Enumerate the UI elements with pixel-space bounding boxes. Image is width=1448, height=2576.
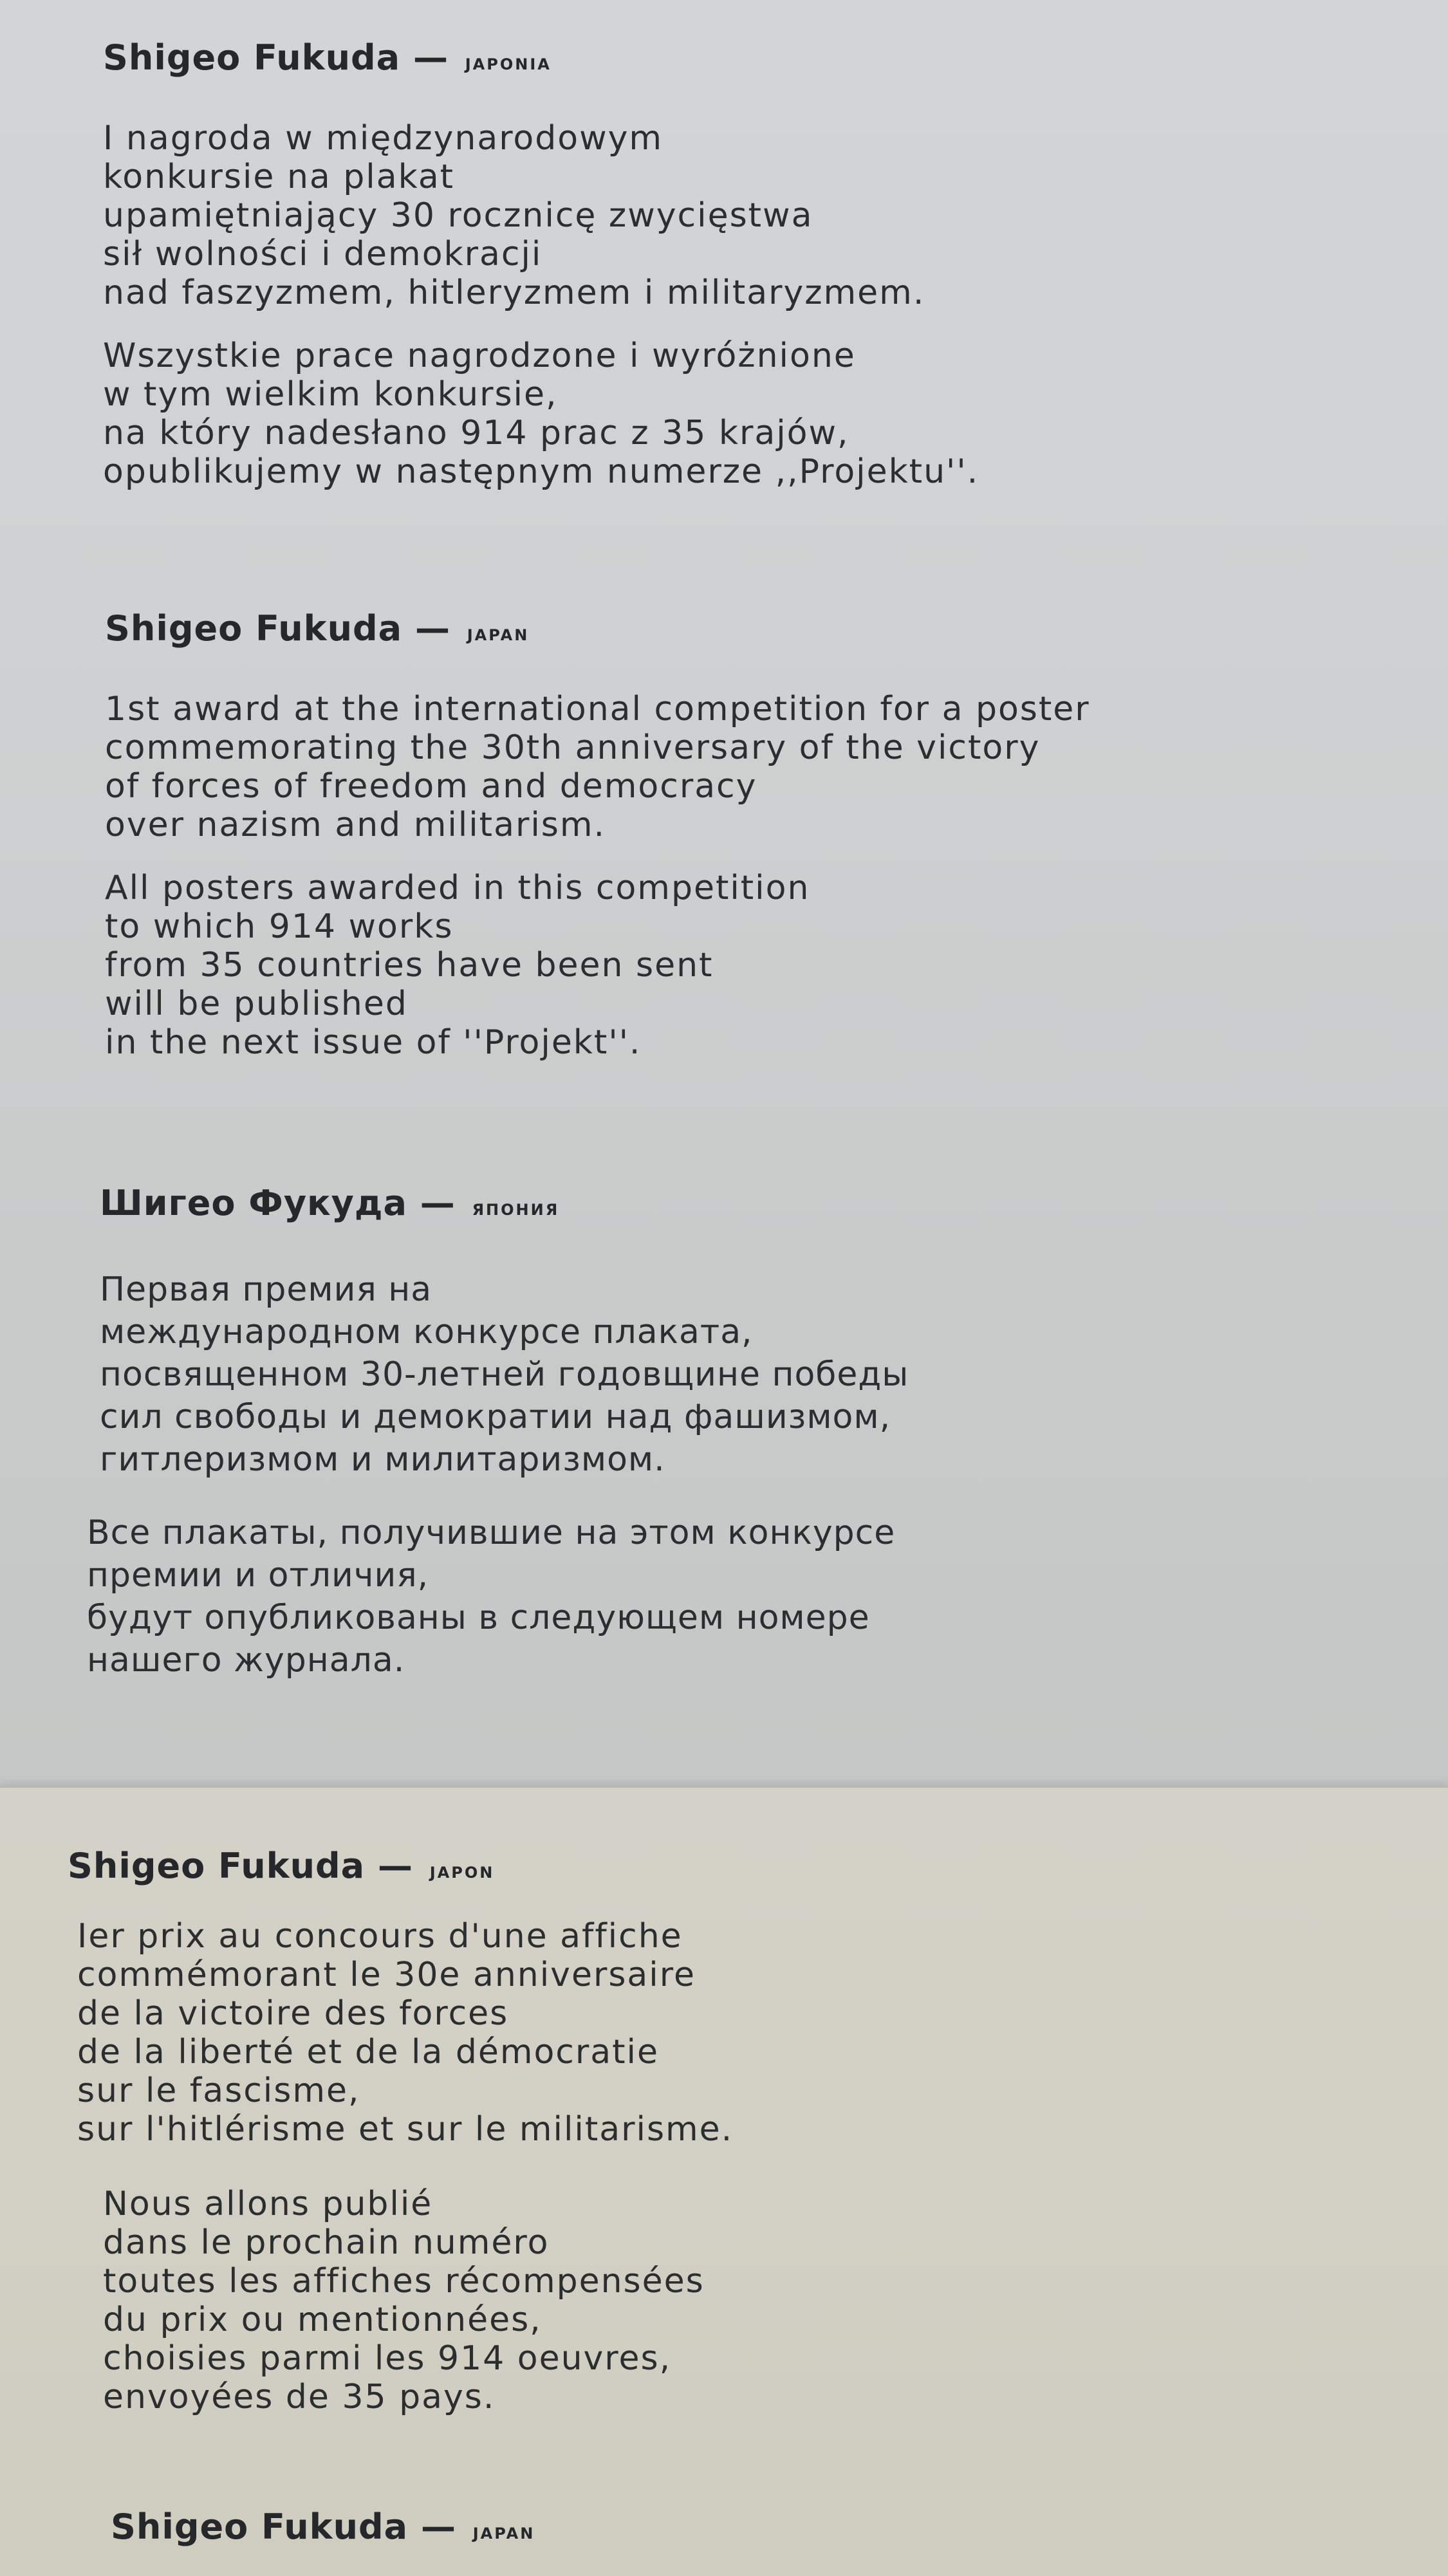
polish-country: JAPONIA (465, 55, 552, 73)
text-line: commemorating the 30th anniversary of the victory (105, 728, 1041, 767)
text-line: w tym wielkim konkursie, (103, 375, 558, 414)
text-line: opublikujemy w następnym numerze ,,Projektu''. (103, 452, 979, 491)
text-line: toutes les affiches récompensées (103, 2262, 705, 2301)
text-line: in the next issue of ''Projekt''. (105, 1023, 642, 1062)
text-line: сил свободы и демократии над фашизмом, (100, 1398, 891, 1436)
text-line: commémorant le 30e anniversaire (77, 1956, 696, 1994)
german-name: Shigeo Fukuda (111, 2507, 409, 2547)
text-line: upamiętniający 30 rocznicę zwycięstwa (103, 196, 813, 235)
polish-paragraph-1 (103, 119, 979, 312)
french-heading (68, 1846, 733, 1886)
polish-section (103, 37, 979, 491)
english-section (105, 608, 1090, 1062)
text-line: envoyées de 35 pays. (103, 2378, 496, 2416)
english-paragraph-2 (105, 869, 1090, 1062)
german-dash: — (420, 2507, 456, 2547)
text-line: Ier prix au concours d'une affiche (77, 1917, 683, 1956)
text-line: международном конкурсе плаката, (100, 1313, 753, 1351)
text-line: Все плакаты, получившие на этом конкурсе (87, 1514, 896, 1552)
text-line: Первая премия на (100, 1270, 432, 1309)
english-name: Shigeo Fukuda (105, 608, 403, 649)
text-line: гитлеризмом и милитаризмом. (100, 1440, 665, 1479)
text-line: de la liberté et de la démocratie (77, 2033, 659, 2071)
text-line: All posters awarded in this competition (105, 869, 810, 907)
text-line: nad faszyzmem, hitleryzmem i militaryzmem. (103, 273, 925, 312)
text-line: sur l'hitlérisme et sur le militarisme. (77, 2110, 734, 2149)
polish-name: Shigeo Fukuda (103, 37, 401, 78)
german-section (111, 2507, 535, 2547)
text-line: dans le prochain numéro (103, 2223, 550, 2262)
text-line: 1st award at the international competition for a poster (105, 690, 1090, 728)
text-line: I nagroda w międzynarodowym (103, 119, 664, 158)
polish-heading (103, 37, 979, 78)
french-paragraph-1 (77, 1917, 733, 2149)
text-line: will be published (105, 985, 408, 1023)
russian-name: Шигео Фукуда (100, 1183, 407, 1223)
text-line: sił wolności i demokracji (103, 235, 543, 273)
french-paragraph-2 (103, 2185, 733, 2416)
text-line: to which 914 works (105, 907, 454, 946)
text-line: Wszystkie prace nagrodzone i wyróżnione (103, 337, 856, 375)
text-line: konkursie na plakat (103, 158, 455, 196)
text-line: de la victoire des forces (77, 1994, 509, 2033)
text-line: na który nadesłano 914 prac z 35 krajów, (103, 414, 849, 452)
french-dash: — (377, 1846, 413, 1886)
russian-heading (100, 1183, 909, 1223)
text-line: посвященном 30-летней годовщине победы (100, 1355, 909, 1394)
english-paragraph-1 (105, 690, 1090, 844)
text-line: нашего журнала. (87, 1641, 405, 1680)
text-line: from 35 countries have been sent (105, 946, 714, 985)
text-line: sur le fascisme, (77, 2071, 360, 2110)
english-country: JAPAN (467, 626, 530, 644)
french-name: Shigeo Fukuda (68, 1846, 366, 1886)
russian-country: ЯПОНИЯ (472, 1201, 560, 1219)
english-dash: — (414, 608, 450, 649)
russian-dash: — (420, 1183, 456, 1223)
text-line: будут опубликованы в следующем номере (87, 1598, 870, 1637)
text-line: over nazism and militarism. (105, 806, 606, 844)
text-line: Nous allons publié (103, 2185, 433, 2223)
german-country: JAPAN (472, 2525, 535, 2543)
text-line: of forces of freedom and democracy (105, 767, 757, 806)
german-heading (111, 2507, 535, 2547)
text-line: du prix ou mentionnées, (103, 2301, 542, 2339)
russian-paragraph-1 (100, 1268, 909, 1481)
russian-paragraph-2 (87, 1512, 909, 1682)
english-heading (105, 608, 1090, 649)
polish-dash: — (413, 37, 449, 78)
text-line: choisies parmi les 914 oeuvres, (103, 2339, 672, 2378)
polish-paragraph-2 (103, 337, 979, 491)
french-section (68, 1846, 733, 2416)
text-line: премии и отличия, (87, 1556, 429, 1595)
french-country: JAPON (429, 1864, 495, 1882)
russian-section (87, 1183, 909, 1682)
